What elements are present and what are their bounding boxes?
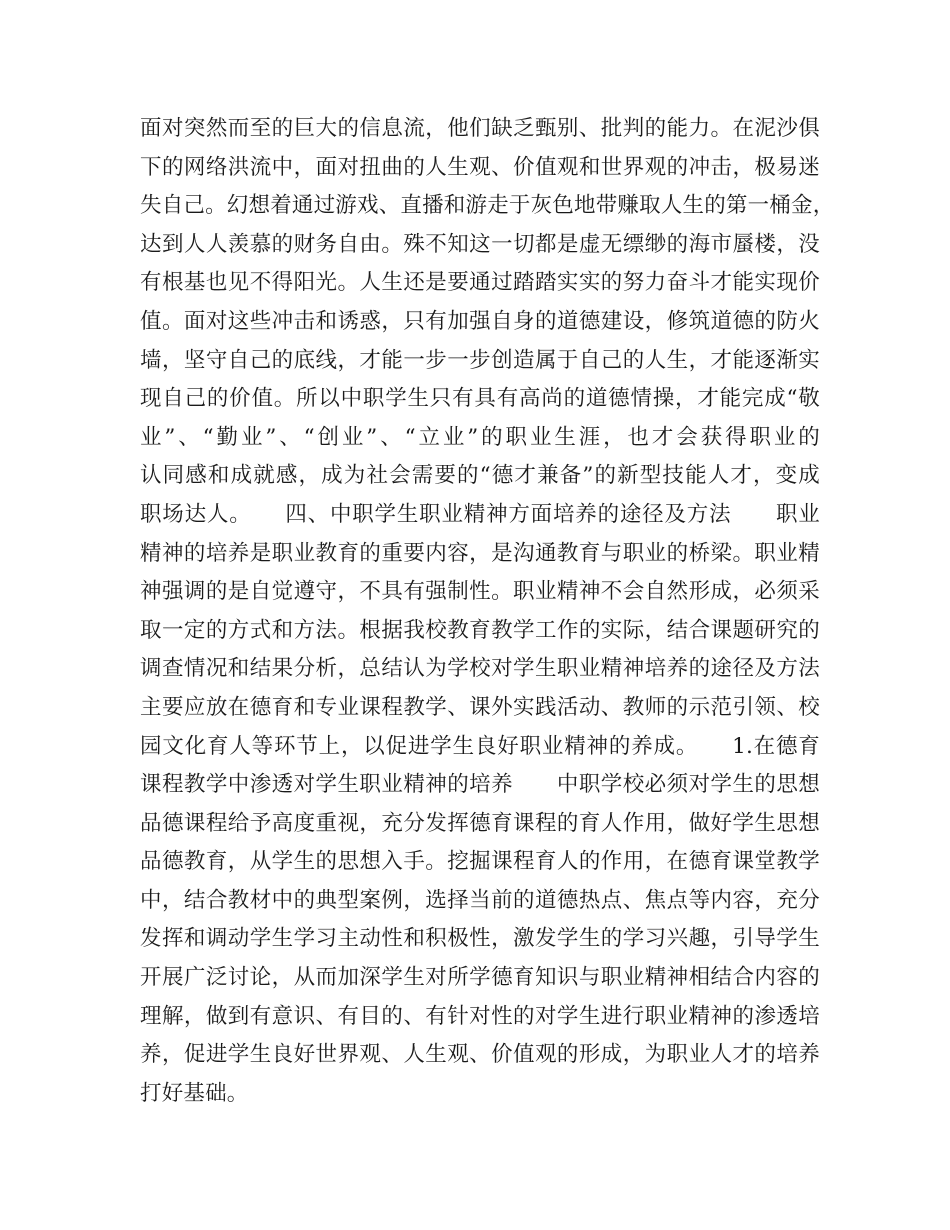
text-line: 职场达人。 四、中职学生职业精神方面培养的途径及方法 职业 <box>140 501 820 527</box>
text-line: 主要应放在德育和专业课程教学、课外实践活动、教师的示范引领、校 <box>140 694 820 720</box>
text-line: 精神的培养是职业教育的重要内容，是沟通教育与职业的桥梁。职业精 <box>140 540 820 566</box>
text-line: 打好基础。 <box>140 1080 249 1106</box>
text-line: 品德教育，从学生的思想入手。挖掘课程育人的作用，在德育课堂教学 <box>140 849 820 875</box>
text-line: 神强调的是自觉遵守，不具有强制性。职业精神不会自然形成，必须采 <box>140 579 820 605</box>
text-line: 墙，坚守自己的底线，才能一步一步创造属于自己的人生，才能逐渐实 <box>140 347 820 373</box>
text-line: 认同感和成就感，成为社会需要的“德才兼备”的新型技能人才，变成 <box>140 463 820 489</box>
text-line: 发挥和调动学生学习主动性和积极性，激发学生的学习兴趣，引导学生 <box>140 926 820 952</box>
text-line: 品德课程给予高度重视，充分发挥德育课程的育人作用，做好学生思想 <box>140 810 820 836</box>
text-line: 失自己。幻想着通过游戏、直播和游走于灰色地带赚取人生的第一桶金， <box>140 193 835 219</box>
text-line: 课程教学中渗透对学生职业精神的培养 中职学校必须对学生的思想 <box>140 772 820 798</box>
text-line: 园文化育人等环节上，以促进学生良好职业精神的养成。 1.在德育 <box>140 733 820 759</box>
text-line: 现自己的价值。所以中职学生只有具有高尚的道德情操，才能完成“敬 <box>140 386 820 412</box>
body-text <box>140 110 835 1113</box>
text-line: 理解，做到有意识、有目的、有针对性的对学生进行职业精神的渗透培 <box>140 1003 820 1029</box>
text-line: 面对突然而至的巨大的信息流，他们缺乏甄别、批判的能力。在泥沙俱 <box>140 116 820 141</box>
text-line: 开展广泛讨论，从而加深学生对所学德育知识与职业精神相结合内容的 <box>140 965 820 991</box>
text-line: 下的网络洪流中，面对扭曲的人生观、价值观和世界观的冲击，极易迷 <box>140 154 820 180</box>
text-line: 值。面对这些冲击和诱惑，只有加强自身的道德建设，修筑道德的防火 <box>140 308 820 334</box>
text-line: 中，结合教材中的典型案例，选择当前的道德热点、焦点等内容，充分 <box>140 887 820 913</box>
text-line: 取一定的方式和方法。根据我校教育教学工作的实际，结合课题研究的 <box>140 617 820 643</box>
text-line: 有根基也见不得阳光。人生还是要通过踏踏实实的努力奋斗才能实现价 <box>140 270 820 296</box>
text-line: 达到人人羡慕的财务自由。殊不知这一切都是虚无缥缈的海市蜃楼，没 <box>140 231 820 257</box>
text-line: 养，促进学生良好世界观、人生观、价值观的形成，为职业人才的培养 <box>140 1042 820 1068</box>
text-line: 业”、“勤业”、“创业”、“立业”的职业生涯，也才会获得职业的 <box>140 424 820 450</box>
text-line: 调查情况和结果分析，总结认为学校对学生职业精神培养的途径及方法 <box>140 656 820 682</box>
